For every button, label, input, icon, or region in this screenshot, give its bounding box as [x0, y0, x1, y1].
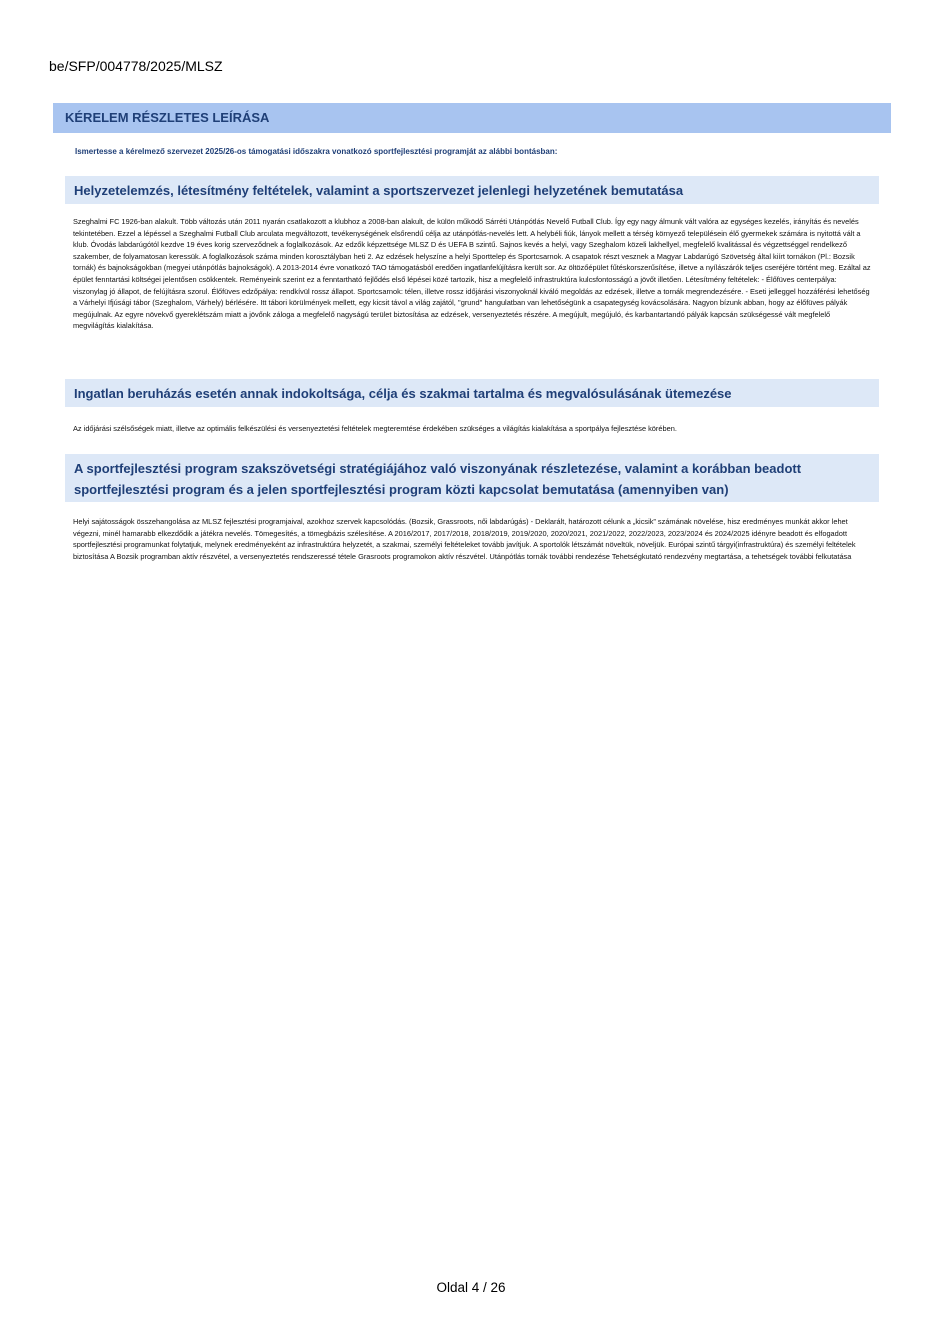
page-number: Oldal 4 / 26: [436, 1280, 506, 1295]
section-title-situation-analysis: Helyzetelemzés, létesítmény feltételek, valamint a sportszervezet jelenlegi helyzetének bemutatása: [65, 176, 879, 204]
section-text-situation-analysis: Szeghalmi FC 1926-ban alakult. Több változás után 2011 nyarán csatlakozott a klubhoz a 2008-ban alakult, de külön működő Sárréti Utánpótlás Nevelő Futball Club. Így egy nagy álmunk vált valóra az egységes kezelés, irányítás és nevelés tekintetében. Ezzel a lépéssel a Szeghalmi Futball Club arculata megváltozott, tevékenységének elsőrendű célja az utánpótlás-nevelés lett. A helybéli fiúk, lányok mellett a térség környező településein élő gyermekek számára is nyitottá vált a klub. Óvodás labdarúgótól kezdve 19 éves korig szerveződnek a foglalkozások. Az edzők képzettsége MLSZ D és UEFA B szintű. Sajnos kevés a helyi, vagy Szeghalom közeli lakhellyel, megfelelő kvalitással és végzettséggel rendelkező szakember, de folyamatosan keressük. A foglalkozások száma minden korosztályban heti 2. Az edzések helyszíne a helyi Sporttelep és Sportcsarnok. A csapatok részt vesznek a Magyar Labdarúgó Szövetség által kiírt tornákon (Pl.: Bozsik tornák) és bajnokságokban (megyei utánpótlás bajnokságok). A 2013-2014 évre vonatkozó TAO támogatásból eredően ingatlanfelújításra került sor. Az öltözőépület fűtéskorszerűsítése, illetve a nyílászárók teljes cseréjére történt meg. Ezáltal az épület fenntartási költségei jelentősen csökkentek. Reményeink szerint ez a fenntartható fejlődés első lépései közé tartozik, hisz a megfelelő infrastruktúra kulcsfontosságú a jövőt illetően. Létesítmény feltételek: - Élőfüves centerpálya: viszonylag jó állapot, de felújításra szorul. Élőfüves edzőpálya: rendkívül rossz állapot. Sportcsarnok: télen, illetve rossz időjárási viszonyoknál kiváló megoldás az edzések, illetve a tornák megrendezésére. - Eseti jelleggel hozzáférési lehetőség a Várhelyi Ifjúsági tábor (Szeghalom, Várhely) bérlésére. Itt tábori körülmények mellett, egy kicsit távol a világ zajától, ''grund'' hangulatban van lehetőségünk a csapategység kovácsolására. Nagyon bízunk abban, hogy az élőfüves pályák megújulnak. Az egyre növekvő gyereklétszám miatt a jövőnk záloga a megfelelő nagyságú terület biztosítása az edzések, versenyeztetés részére. A megújult, megújuló, és karbantartandó pályák kapcsán szükségessé vált megfelelő megvilágítás kialakítása.: [73, 217, 871, 331]
section-title-real-estate-investment: Ingatlan beruházás esetén annak indokoltsága, célja és szakmai tartalma és megvalósulásának ütemezése: [65, 379, 879, 407]
main-header: KÉRELEM RÉSZLETES LEÍRÁSA: [53, 103, 891, 133]
document-id: be/SFP/004778/2025/MLSZ: [49, 58, 223, 74]
intro-text: Ismertesse a kérelmező szervezet 2025/26-os támogatási időszakra vonatkozó sportfejlesztési programját az alábbi bontásban:: [75, 147, 558, 156]
section-title-federation-strategy: A sportfejlesztési program szakszövetségi stratégiájához való viszonyának részletezése, valamint a korábban beadott sportfejlesztési program és a jelen sportfejlesztési program közti kapcsolat bemutatása (amennyiben van): [65, 454, 879, 502]
section-text-real-estate-investment: Az időjárási szélsőségek miatt, illetve az optimális felkészülési és versenyeztetési feltételek megteremtése érdekében szükséges a világítás kialakítása a sportpálya fejlesztése körében.: [73, 424, 677, 433]
section-text-federation-strategy: Helyi sajátosságok összehangolása az MLSZ fejlesztési programjaival, azokhoz szervek kapcsolódás. (Bozsik, Grassroots, női labdarúgás) - Deklarált, határozott célunk a „kicsik” számának növelése, hisz eredményes munkát akkor lehet végezni, minél hamarabb elkezdődik a játékra nevelés. Tömegesítés, a tömegbázis szélesítése. A 2016/2017, 2017/2018, 2018/2019, 2019/2020, 2020/2021, 2021/2022, 2022/2023, 2023/2024 és 2024/2025 idényre beadott és elfogadott sportfejlesztési programunkat folytatjuk, melynek eredményeként az infrastruktúra helyzetét, a szakmai, személyi feltételeket tovább javítjuk. A sportolók létszámát növeltük, növeljük. Európai szintű tárgyi(infrastruktúra) és személyi feltételek biztosítása A Bozsik programban aktív részvétel, a versenyeztetés rendszeressé tétele Grasroots programokon aktív részvétel. Utánpótlás tornák további rendezése Tehetségkutató rendezvény megtartása, a tehetségek további felkutatása: [73, 517, 856, 561]
